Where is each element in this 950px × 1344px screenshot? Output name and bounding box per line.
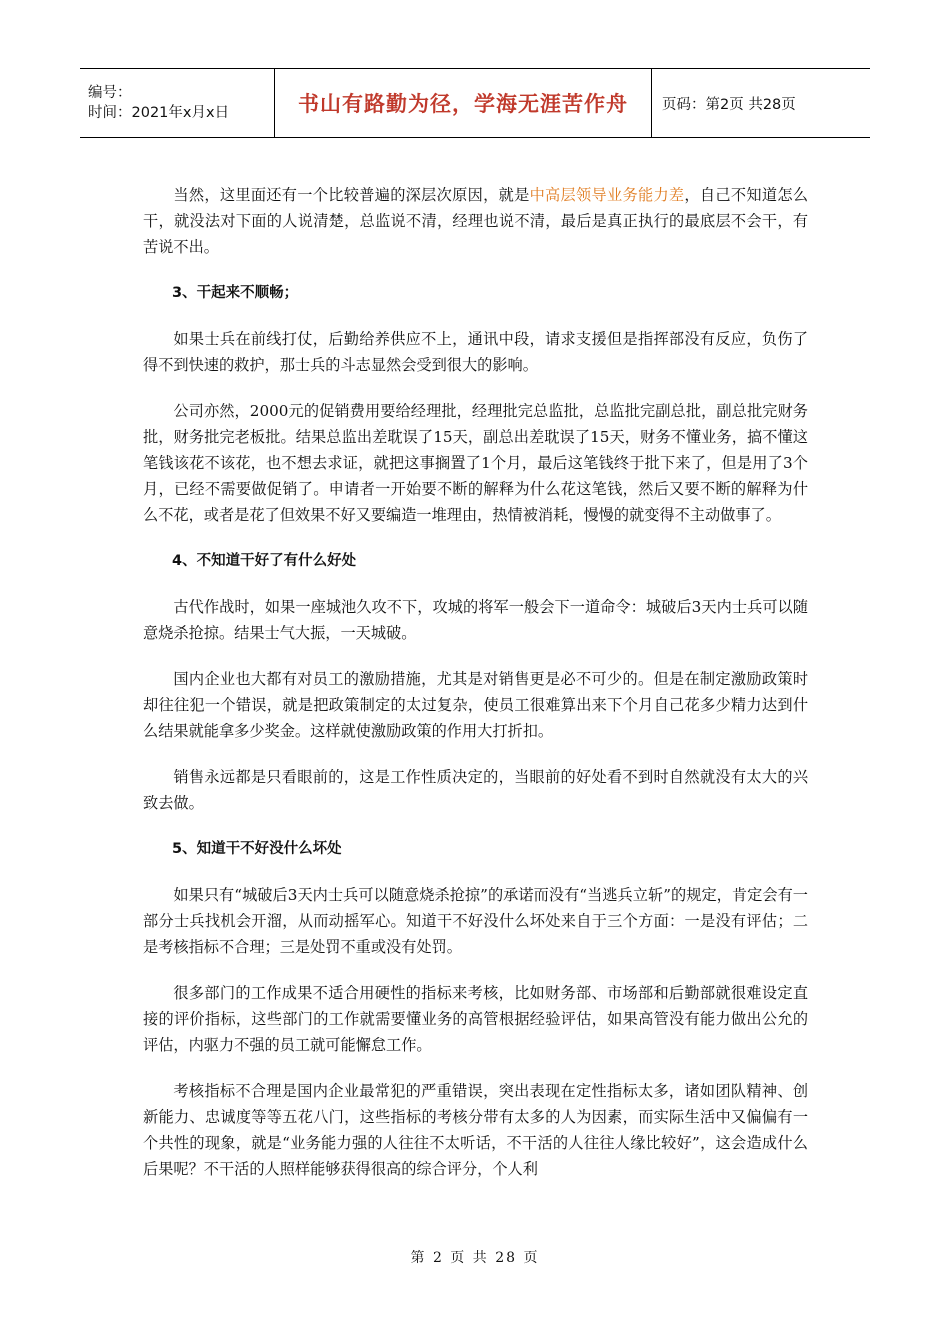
section-heading-5: 5、知道干不好没什么坏处 xyxy=(172,841,342,857)
paragraph: 考核指标不合理是国内企业最常犯的严重错误，突出表现在定性指标太多，诸如团队精神、创新能力、忠诚度等等五花八门，这些指标的考核分带有太多的人为因素，而实际生活中又偏偏有一个共性的现象，就是“业务能力强的人往往不太听话，不干活的人往往人缘比较好”，这会造成什么后果呢？不干活的人照样能够获得很高的综合评分，个人利 xyxy=(143,1082,808,1178)
paragraph: 古代作战时，如果一座城池久攻不下，攻城的将军一般会下一道命令：城破后3天内士兵可以随意烧杀抢掠。结果士气大振，一天城破。 xyxy=(143,598,808,642)
paragraph: 如果只有“城破后3天内士兵可以随意烧杀抢掠”的承诺而没有“当逃兵立斩”的规定，肯定会有一部分士兵找机会开溜，从而动摇军心。知道干不好没什么坏处来自于三个方面：一是没有评估；二是考核指标不合理；三是处罚不重或没有处罚。 xyxy=(143,886,808,956)
header-motto xyxy=(274,69,652,137)
header-meta xyxy=(80,69,274,137)
motto-text: 书山有路勤为径，学海无涯苦作舟 xyxy=(298,92,628,116)
paragraph: 如果士兵在前线打仗，后勤给养供应不上，通讯中段，请求支援但是指挥部没有反应，负伤了得不到快速的救护，那士兵的斗志显然会受到很大的影响。 xyxy=(143,330,808,374)
page-footer xyxy=(0,1247,950,1267)
paragraph: 销售永远都是只看眼前的，这是工作性质决定的，当眼前的好处看不到时自然就没有太大的兴致去做。 xyxy=(143,768,808,812)
footer-page-number: 第 2 页 共 28 页 xyxy=(410,1250,540,1266)
document-number-label: 编号： xyxy=(88,85,132,101)
paragraph-text: 当然，这里面还有一个比较普遍的深层次原因，就是 xyxy=(173,186,530,204)
paragraph: 很多部门的工作成果不适合用硬性的指标来考核，比如财务部、市场部和后勤部就很难设定直接的评价指标，这些部门的工作就需要懂业务的高管根据经验评估，如果高管没有能力做出公允的评估，内驱力不强的员工就可能懈怠工作。 xyxy=(143,984,808,1054)
section-heading-4: 4、不知道干好了有什么好处 xyxy=(172,553,357,569)
header-page-info xyxy=(652,69,870,137)
page-header xyxy=(80,68,870,138)
page-info-text: 页码：第2页 共28页 xyxy=(662,96,796,113)
document-body xyxy=(143,182,808,1202)
paragraph-text: ，自己不知道怎么干，就没法对下面的人说清楚，总监说不清，经理也说不清，最后是真正执行的最底层不会干，有苦说不出。 xyxy=(143,186,809,256)
paragraph: 公司亦然，2000元的促销费用要给经理批，经理批完总监批，总监批完副总批，副总批完财务批，财务批完老板批。结果总监出差耽误了15天，副总出差耽误了15天，财务不懂业务，搞不懂这笔钱该花不该花，也不想去求证，就把这事搁置了1个月，最后这笔钱终于批下来了，但是用了3个月，已经不需要做促销了。申请者一开始要不断的解释为什么花这笔钱，然后又要不断的解释为什么不花，或者是花了但效果不好又要编造一堆理由，热情被消耗，慢慢的就变得不主动做事了。 xyxy=(143,402,808,524)
highlighted-phrase: 中高层领导业务能力差 xyxy=(529,186,685,204)
section-heading-3: 3、干起来不顺畅； xyxy=(172,285,299,301)
paragraph: 国内企业也大都有对员工的激励措施，尤其是对销售更是必不可少的。但是在制定激励政策时却往往犯一个错误，就是把政策制定的太过复杂，使员工很难算出来下个月自己花多少精力达到什么结果就能拿多少奖金。这样就使激励政策的作用大打折扣。 xyxy=(143,670,808,740)
paragraph xyxy=(143,182,808,260)
document-date: 时间：2021年x月x日 xyxy=(88,105,230,121)
